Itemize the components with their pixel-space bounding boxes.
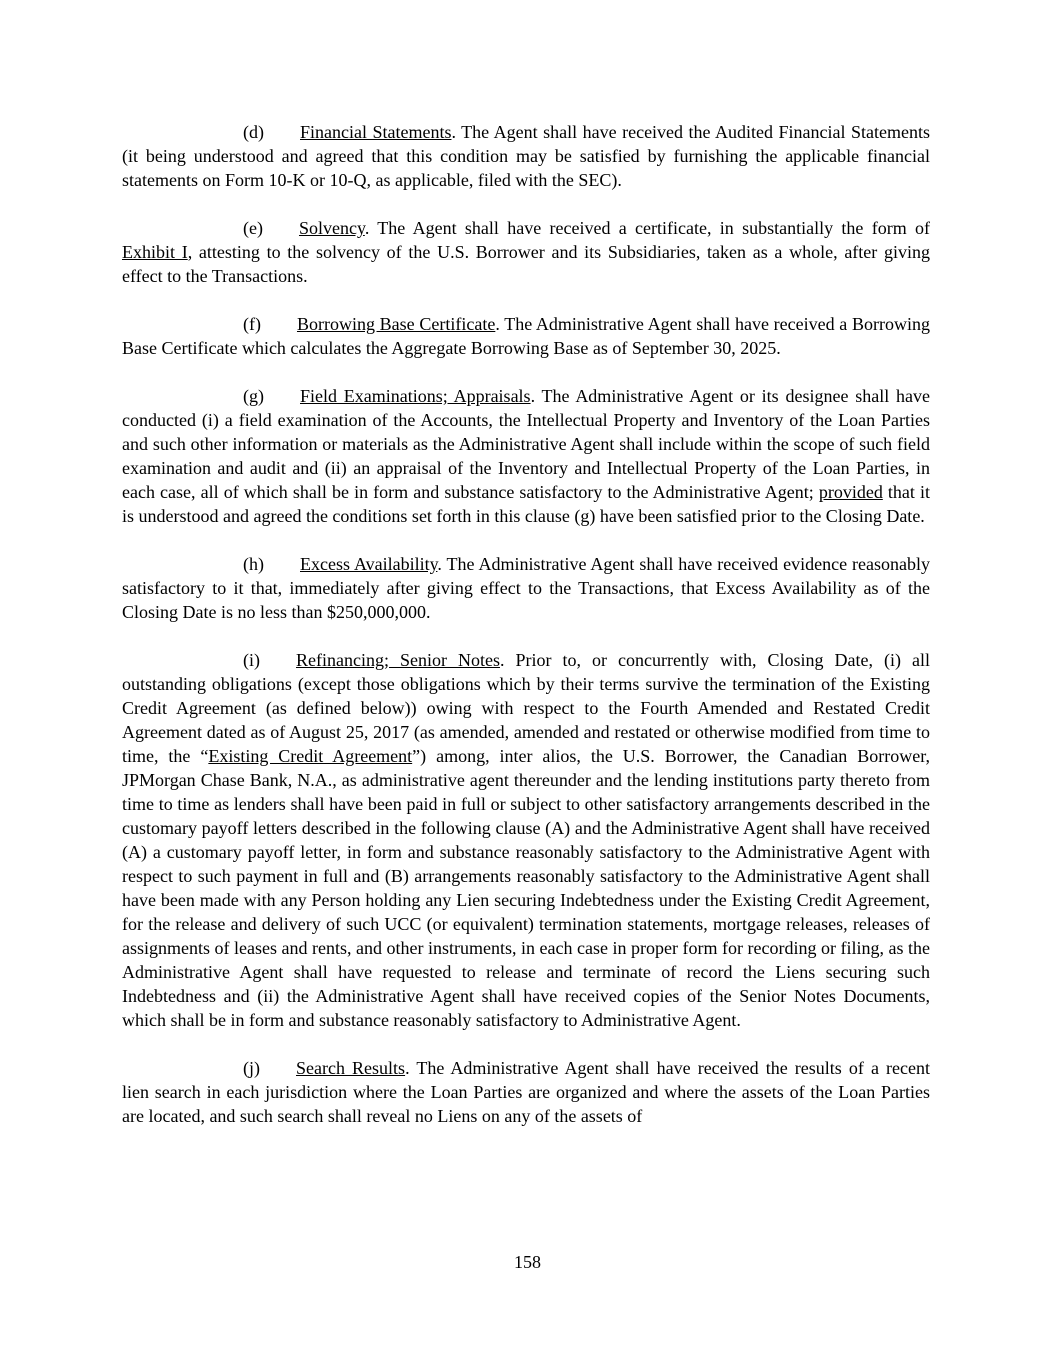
paragraph-g <box>122 384 930 528</box>
document-body <box>122 120 930 1128</box>
clause-heading: Excess Availability <box>300 554 438 574</box>
paragraph-d <box>122 120 930 192</box>
clause-label: (j) <box>243 1058 260 1078</box>
exhibit-reference: Exhibit I <box>122 242 188 262</box>
paragraph-h <box>122 552 930 624</box>
clause-text: . Prior to, or concurrently with, Closing Date, (i) all outstanding obligations (except those obligations which by their terms survive the termination of the Existing Credit Agreement (as defined below)) owing with respect to the Fourth Amended and Restated Credit Agreement dated as of August 25, 2017 (as amended, amended and restated or otherwise modified from time to time, the “ <box>122 650 930 766</box>
clause-text: . The Administrative Agent shall have received a Borrowing Base Certificate which calculates the Aggregate Borrowing Base as of September 30, 2025. <box>122 314 930 358</box>
clause-label: (d) <box>243 122 264 142</box>
defined-term: Existing Credit Agreement <box>208 746 413 766</box>
clause-heading: Solvency <box>298 218 365 238</box>
clause-heading: Field Examinations; Appraisals <box>300 386 531 406</box>
clause-text: . The Agent shall have received a certificate, in substantially the form of <box>364 218 930 238</box>
clause-heading: Financial Statements <box>300 122 452 142</box>
clause-text: , attesting to the solvency of the U.S. Borrower and its Subsidiaries, taken as a whole, after giving effect to the Transactions. <box>122 242 930 286</box>
clause-label: (i) <box>243 650 260 670</box>
paragraph-f <box>122 312 930 360</box>
clause-text: . The Agent shall have received the Audited Financial Statements (it being understood and agreed that this condition may be satisfied by furnishing the applicable financial statements on Form 10-K or 10-Q, as applicable, filed with the SEC). <box>122 122 930 190</box>
clause-text: . The Administrative Agent or its designee shall have conducted (i) a field examination of the Accounts, the Intellectual Property and Inventory of the Loan Parties and such other information or materials as the Administrative Agent shall include within the scope of such field examination and audit and (ii) an appraisal of the Inventory and Intellectual Property of the Loan Parties, in each case, all of which shall be in form and substance satisfactory to the Administrative Agent; <box>122 386 930 502</box>
clause-heading: Search Results <box>296 1058 406 1078</box>
clause-label: (g) <box>243 386 264 406</box>
clause-label: (e) <box>243 218 263 238</box>
clause-text: that it is understood and agreed the conditions set forth in this clause (g) have been satisfied prior to the Closing Date. <box>122 482 930 526</box>
proviso-term: provided <box>818 482 883 502</box>
clause-heading: Borrowing Base Certificate <box>296 314 496 334</box>
clause-heading: Refinancing; Senior Notes <box>296 650 500 670</box>
clause-label: (h) <box>243 554 264 574</box>
paragraph-e <box>122 216 930 288</box>
clause-label: (f) <box>243 314 261 334</box>
paragraph-i <box>122 648 930 1032</box>
paragraph-j <box>122 1056 930 1128</box>
clause-text: . The Administrative Agent shall have received evidence reasonably satisfactory to it that, immediately after giving effect to the Transactions, that Excess Availability as of the Closing Date is no less than $250,000,000. <box>122 554 931 622</box>
clause-text: . The Administrative Agent shall have received the results of a recent lien search in each jurisdiction where the Loan Parties are organized and where the assets of the Loan Parties are located, and such search shall reveal no Liens on any of the assets of <box>122 1058 930 1126</box>
page-number: 158 <box>514 1252 541 1272</box>
clause-text: ”) among, inter alios, the U.S. Borrower, the Canadian Borrower, JPMorgan Chase Bank, N.A., as administrative agent thereunder and the lending institutions party thereto from time to time as lenders shall have been paid in full or subject to other satisfactory arrangements described in the customary payoff letters described in the following clause (A) and the Administrative Agent shall have received (A) a customary payoff letter, in form and substance reasonably satisfactory to the Administrative Agent with respect to such payment in full and (B) arrangements reasonably satisfactory to the Administrative Agent shall have been made with any Person holding any Lien securing Indebtedness under the Existing Credit Agreement, for the release and delivery of such UCC (or equivalent) termination statements, mortgage releases, releases of assignments of leases and rents, and other instruments, in each case in proper form for recording or filing, as the Administrative Agent shall have requested to release and terminate of record the Liens securing such Indebtedness and (ii) the Administrative Agent shall have received copies of the Senior Notes Documents, which shall be in form and substance reasonably satisfactory to Administrative Agent. <box>122 746 930 1030</box>
